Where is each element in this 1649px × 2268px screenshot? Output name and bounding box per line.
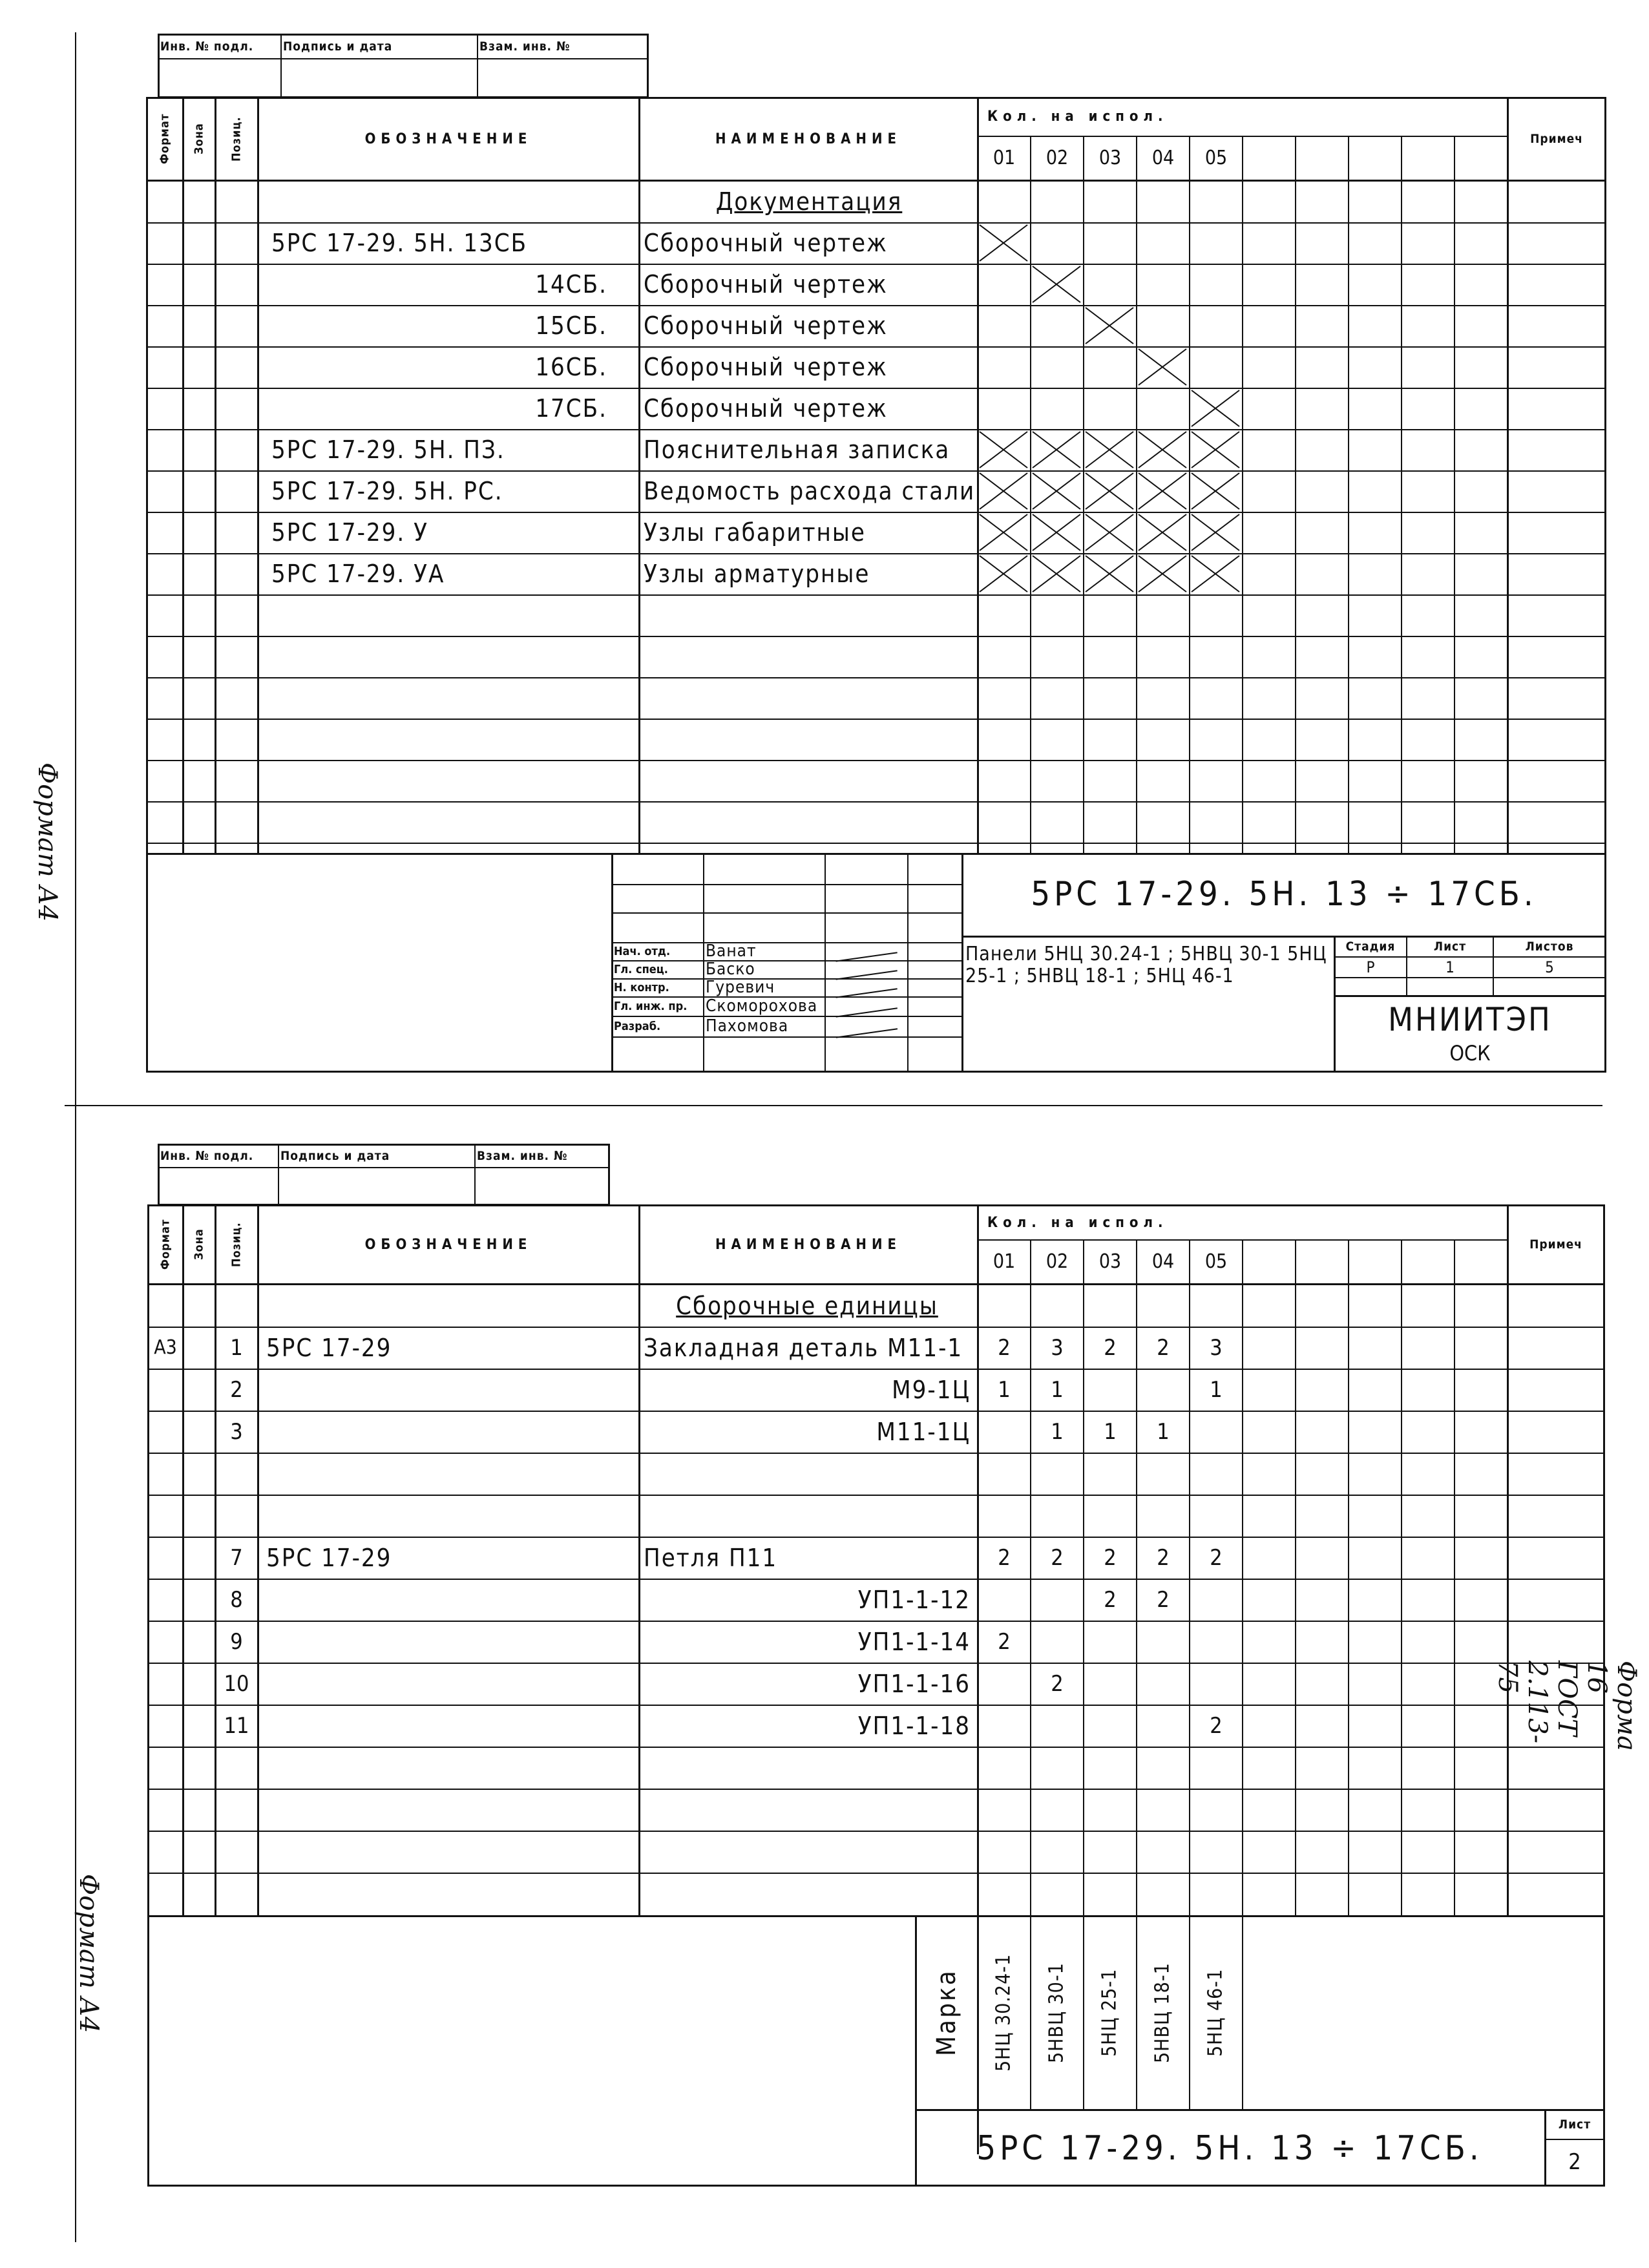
row-format: [149, 1537, 182, 1579]
stage-label: Стадия: [1345, 940, 1396, 954]
stage-value: Р: [1366, 958, 1375, 976]
qty-cell: [978, 1285, 1030, 1327]
variant-header-2: 02: [1045, 146, 1069, 169]
sheet-separator: [65, 1105, 1602, 1106]
qty-cell: [1031, 1453, 1083, 1495]
qty-cell: 2: [998, 1628, 1011, 1655]
applicability-cross-mark: [1030, 264, 1083, 305]
qty-cell: [1084, 1495, 1136, 1537]
qty-cell: [1190, 1411, 1242, 1453]
row-name: УП1-1-12: [857, 1585, 971, 1614]
row-position: 2: [230, 1376, 243, 1403]
variant-header-5: 05: [1204, 146, 1228, 169]
header-designation: ОБОЗНАЧЕНИЕ: [364, 131, 532, 147]
applicability-cross-mark: [1189, 388, 1242, 429]
qty-cell: [1031, 1579, 1083, 1621]
role-person: Ванат: [706, 941, 757, 961]
marka-item: 5НЦ 46-1: [1204, 1968, 1227, 2057]
row-designation: 5РС 17-29. У: [271, 518, 428, 547]
variant-header-1: 01: [993, 146, 1016, 169]
row-name: Пояснительная записка: [644, 436, 951, 464]
qty-cell: [1190, 1663, 1242, 1705]
row-designation: [271, 181, 633, 222]
qty-cell: 1: [1051, 1418, 1064, 1445]
row-position: 8: [230, 1586, 243, 1613]
applicability-cross-mark: [977, 222, 1030, 264]
doc-code-2: 5РС 17-29. 5Н. 13 ÷ 17СБ.: [976, 2129, 1483, 2168]
qty-cell: 3: [1051, 1334, 1064, 1361]
sheets-label: Листов: [1525, 940, 1574, 954]
row-name: Сборочный чертеж: [644, 311, 888, 340]
qty-cell: [1084, 1369, 1136, 1411]
variant-header-2: 02: [1045, 1250, 1069, 1273]
row-format: [149, 1411, 182, 1453]
row-format: [149, 1621, 182, 1663]
row-position: 7: [230, 1544, 243, 1571]
row-designation: 5РС 17-29. УА: [271, 560, 445, 588]
qty-cell: 1: [1157, 1418, 1170, 1445]
applicability-cross-mark: [1083, 512, 1136, 553]
header2-position: Позиц.: [229, 1222, 244, 1267]
row-designation: 17СБ.: [535, 394, 607, 423]
applicability-cross-mark: [1083, 429, 1136, 470]
applicability-cross-mark: [977, 512, 1030, 553]
qty-cell: 2: [1210, 1712, 1223, 1739]
qty-cell: [1190, 1579, 1242, 1621]
applicability-cross-mark: [1083, 470, 1136, 512]
applicability-cross-mark: [1136, 553, 1189, 594]
row-name: УП1-1-16: [857, 1669, 971, 1698]
sheet2-label: Лист: [1558, 2117, 1591, 2132]
row-position: [216, 1453, 257, 1495]
form-standard-label: Форма 16 ГОСТ 2.113-75: [1493, 1661, 1641, 1751]
role-label: Гл. инж. пр.: [614, 999, 688, 1013]
qty-cell: 1: [1051, 1376, 1064, 1403]
row-designation: [266, 1369, 635, 1411]
qty-cell: [1190, 1621, 1242, 1663]
header-quantity: Кол. на испол.: [987, 108, 1168, 125]
qty-cell: [978, 1453, 1030, 1495]
applicability-cross-mark: [1030, 429, 1083, 470]
row-designation: [266, 1705, 635, 1747]
row-format: [149, 1705, 182, 1747]
qty-cell: 3: [1210, 1334, 1223, 1361]
sheets-value: 5: [1545, 958, 1554, 976]
row-position: [216, 1285, 257, 1327]
department: ОСК: [1449, 1041, 1491, 1066]
row-designation: [266, 1579, 635, 1621]
row-format: [149, 1663, 182, 1705]
qty-cell: 2: [998, 1334, 1011, 1361]
sheet2-value: 2: [1568, 2149, 1581, 2175]
row-format: [149, 1495, 182, 1537]
header2-name: НАИМЕНОВАНИЕ: [715, 1236, 902, 1253]
row-name: [644, 1495, 971, 1537]
variant-header-1: 01: [993, 1250, 1016, 1273]
variant-header-4: 04: [1151, 146, 1175, 169]
format-label-bottom: Формат А4: [74, 1874, 103, 2033]
marka-item: 5НЦ 25-1: [1098, 1968, 1121, 2057]
row-format: А3: [154, 1336, 177, 1359]
applicability-cross-mark: [1189, 470, 1242, 512]
row-name: М9-1Ц: [892, 1375, 971, 1404]
applicability-cross-mark: [1136, 470, 1189, 512]
sheet-label: Лист: [1433, 940, 1467, 954]
format-label-top: Формат А4: [32, 762, 62, 922]
applicability-cross-mark: [1083, 553, 1136, 594]
qty-cell: 1: [1210, 1376, 1223, 1403]
row-designation: [266, 1411, 635, 1453]
variant-header-3: 03: [1098, 1250, 1122, 1273]
row-designation: 5РС 17-29: [266, 1333, 392, 1362]
qty-cell: 2: [1157, 1334, 1170, 1361]
qty-cell: [1031, 1495, 1083, 1537]
qty-cell: 1: [1104, 1418, 1117, 1445]
qty-cell: [1137, 1285, 1189, 1327]
row-designation: 5РС 17-29. 5Н. ПЗ.: [271, 436, 505, 464]
qty-cell: 2: [1210, 1544, 1223, 1571]
qty-cell: [978, 1663, 1030, 1705]
row-name: М11-1Ц: [876, 1417, 971, 1446]
qty-cell: [1084, 1705, 1136, 1747]
row-designation: 14СБ.: [535, 270, 607, 299]
qty-cell: [1031, 1285, 1083, 1327]
row-name: Сборочный чертеж: [644, 270, 888, 299]
qty-cell: [1190, 1285, 1242, 1327]
qty-cell: 2: [1051, 1670, 1064, 1697]
stamp2-sign-label: Подпись и дата: [280, 1149, 390, 1163]
row-name: Петля П11: [644, 1543, 778, 1572]
qty-cell: [1084, 1453, 1136, 1495]
qty-cell: [978, 1579, 1030, 1621]
applicability-cross-mark: [1030, 512, 1083, 553]
row-designation: 5РС 17-29. 5Н. РС.: [271, 477, 503, 505]
qty-cell: [1137, 1663, 1189, 1705]
qty-cell: [1031, 1705, 1083, 1747]
applicability-cross-mark: [1189, 429, 1242, 470]
header2-zone: Зона: [192, 1228, 206, 1261]
qty-cell: [978, 1495, 1030, 1537]
qty-cell: [1084, 1621, 1136, 1663]
header2-quantity: Кол. на испол.: [987, 1214, 1168, 1231]
applicability-cross-mark: [1083, 305, 1136, 346]
row-format: [149, 1285, 182, 1327]
row-format: [149, 1579, 182, 1621]
stamp2-inv-label: Инв. № подл.: [160, 1149, 254, 1163]
stamp-replace-label: Взам. инв. №: [479, 39, 571, 54]
qty-cell: [1137, 1495, 1189, 1537]
row-designation: 15СБ.: [535, 311, 607, 340]
marka-item: 5НЦ 30.24-1: [992, 1953, 1015, 2072]
binding-line: [75, 32, 76, 2242]
header-zone: Зона: [192, 123, 206, 155]
row-format: [149, 1369, 182, 1411]
role-person: Скоморохова: [706, 996, 818, 1016]
header-note: Примеч: [1530, 132, 1583, 146]
row-name: Ведомость расхода стали: [644, 477, 976, 505]
organization: МНИИТЭП: [1388, 1001, 1552, 1038]
section-title: Документация: [715, 187, 903, 216]
row-position: 3: [230, 1418, 243, 1445]
applicability-cross-mark: [1189, 553, 1242, 594]
row-designation: [266, 1621, 635, 1663]
qty-cell: 2: [1157, 1586, 1170, 1613]
header2-note: Примеч: [1529, 1237, 1582, 1252]
row-position: 9: [230, 1628, 243, 1655]
role-label: Разраб.: [614, 1019, 661, 1033]
role-label: Н. контр.: [614, 980, 669, 994]
qty-cell: [1137, 1705, 1189, 1747]
row-designation: [266, 1495, 635, 1537]
qty-cell: 2: [998, 1544, 1011, 1571]
role-label: Нач. отд.: [614, 944, 671, 958]
row-designation: [266, 1663, 635, 1705]
row-name: Сборочный чертеж: [644, 229, 888, 257]
variant-header-4: 04: [1151, 1250, 1175, 1273]
qty-cell: [1137, 1621, 1189, 1663]
stamp2-replace-label: Взам. инв. №: [477, 1149, 568, 1163]
row-position: 10: [224, 1670, 249, 1697]
row-name: [644, 1453, 971, 1495]
row-name: Сборочный чертеж: [644, 353, 888, 381]
role-person: Баско: [706, 960, 755, 979]
row-designation: [266, 1453, 635, 1495]
qty-cell: 1: [998, 1376, 1011, 1403]
header2-designation: ОБОЗНАЧЕНИЕ: [364, 1236, 532, 1253]
header-position: Позиц.: [229, 116, 244, 162]
row-name: Сборочный чертеж: [644, 394, 888, 423]
header-format: Формат: [158, 113, 172, 165]
applicability-cross-mark: [1030, 553, 1083, 594]
row-name: УП1-1-18: [857, 1711, 971, 1740]
applicability-cross-mark: [1136, 346, 1189, 388]
applicability-cross-mark: [1136, 429, 1189, 470]
sheet-value: 1: [1445, 958, 1455, 976]
stamp-sign-label: Подпись и дата: [283, 39, 393, 54]
qty-cell: [978, 1411, 1030, 1453]
row-name: УП1-1-14: [857, 1627, 971, 1656]
row-designation: 5РС 17-29. 5Н. 13СБ: [271, 229, 528, 257]
row-name: Узлы арматурные: [644, 560, 870, 588]
applicability-cross-mark: [977, 429, 1030, 470]
applicability-cross-mark: [1136, 512, 1189, 553]
row-designation: 5РС 17-29: [266, 1543, 392, 1572]
marka-item: 5НВЦ 30-1: [1045, 1962, 1068, 2063]
qty-cell: [1031, 1621, 1083, 1663]
header2-format: Формат: [158, 1219, 173, 1270]
qty-cell: 2: [1104, 1586, 1117, 1613]
qty-cell: 2: [1157, 1544, 1170, 1571]
stamp-inv-label: Инв. № подл.: [160, 39, 254, 54]
applicability-cross-mark: [977, 553, 1030, 594]
variant-header-3: 03: [1098, 146, 1122, 169]
row-name: Закладная деталь М11-1: [644, 1333, 963, 1362]
qty-cell: [1190, 1453, 1242, 1495]
product-title: Панели 5НЦ 30.24-1 ; 5НВЦ 30-1 5НЦ 25-1 ; 5НВЦ 18-1 ; 5НЦ 46-1: [965, 943, 1327, 987]
qty-cell: [1084, 1285, 1136, 1327]
qty-cell: [978, 1705, 1030, 1747]
row-position: 1: [230, 1334, 243, 1361]
qty-cell: 2: [1104, 1334, 1117, 1361]
qty-cell: [1137, 1453, 1189, 1495]
row-name: Узлы габаритные: [644, 518, 866, 547]
row-designation: [266, 1285, 635, 1327]
row-format: [149, 1453, 182, 1495]
row-position: 11: [224, 1712, 249, 1739]
row-designation: 16СБ.: [535, 353, 607, 381]
header-name: НАИМЕНОВАНИЕ: [715, 131, 902, 147]
variant-header-5: 05: [1204, 1250, 1228, 1273]
applicability-cross-mark: [1030, 470, 1083, 512]
marka-label: Марка: [932, 1969, 961, 2057]
row-position: [216, 1495, 257, 1537]
role-label: Гл. спец.: [614, 962, 668, 976]
qty-cell: [1137, 1369, 1189, 1411]
qty-cell: 2: [1051, 1544, 1064, 1571]
role-person: Гуревич: [706, 978, 775, 997]
qty-cell: [1190, 1495, 1242, 1537]
doc-code-1: 5РС 17-29. 5Н. 13 ÷ 17СБ.: [1031, 875, 1537, 914]
role-person: Пахомова: [706, 1016, 789, 1036]
section-title: Сборочные единицы: [676, 1291, 938, 1320]
qty-cell: [1084, 1663, 1136, 1705]
applicability-cross-mark: [977, 470, 1030, 512]
applicability-cross-mark: [1189, 512, 1242, 553]
marka-item: 5НВЦ 18-1: [1151, 1962, 1174, 2063]
qty-cell: 2: [1104, 1544, 1117, 1571]
